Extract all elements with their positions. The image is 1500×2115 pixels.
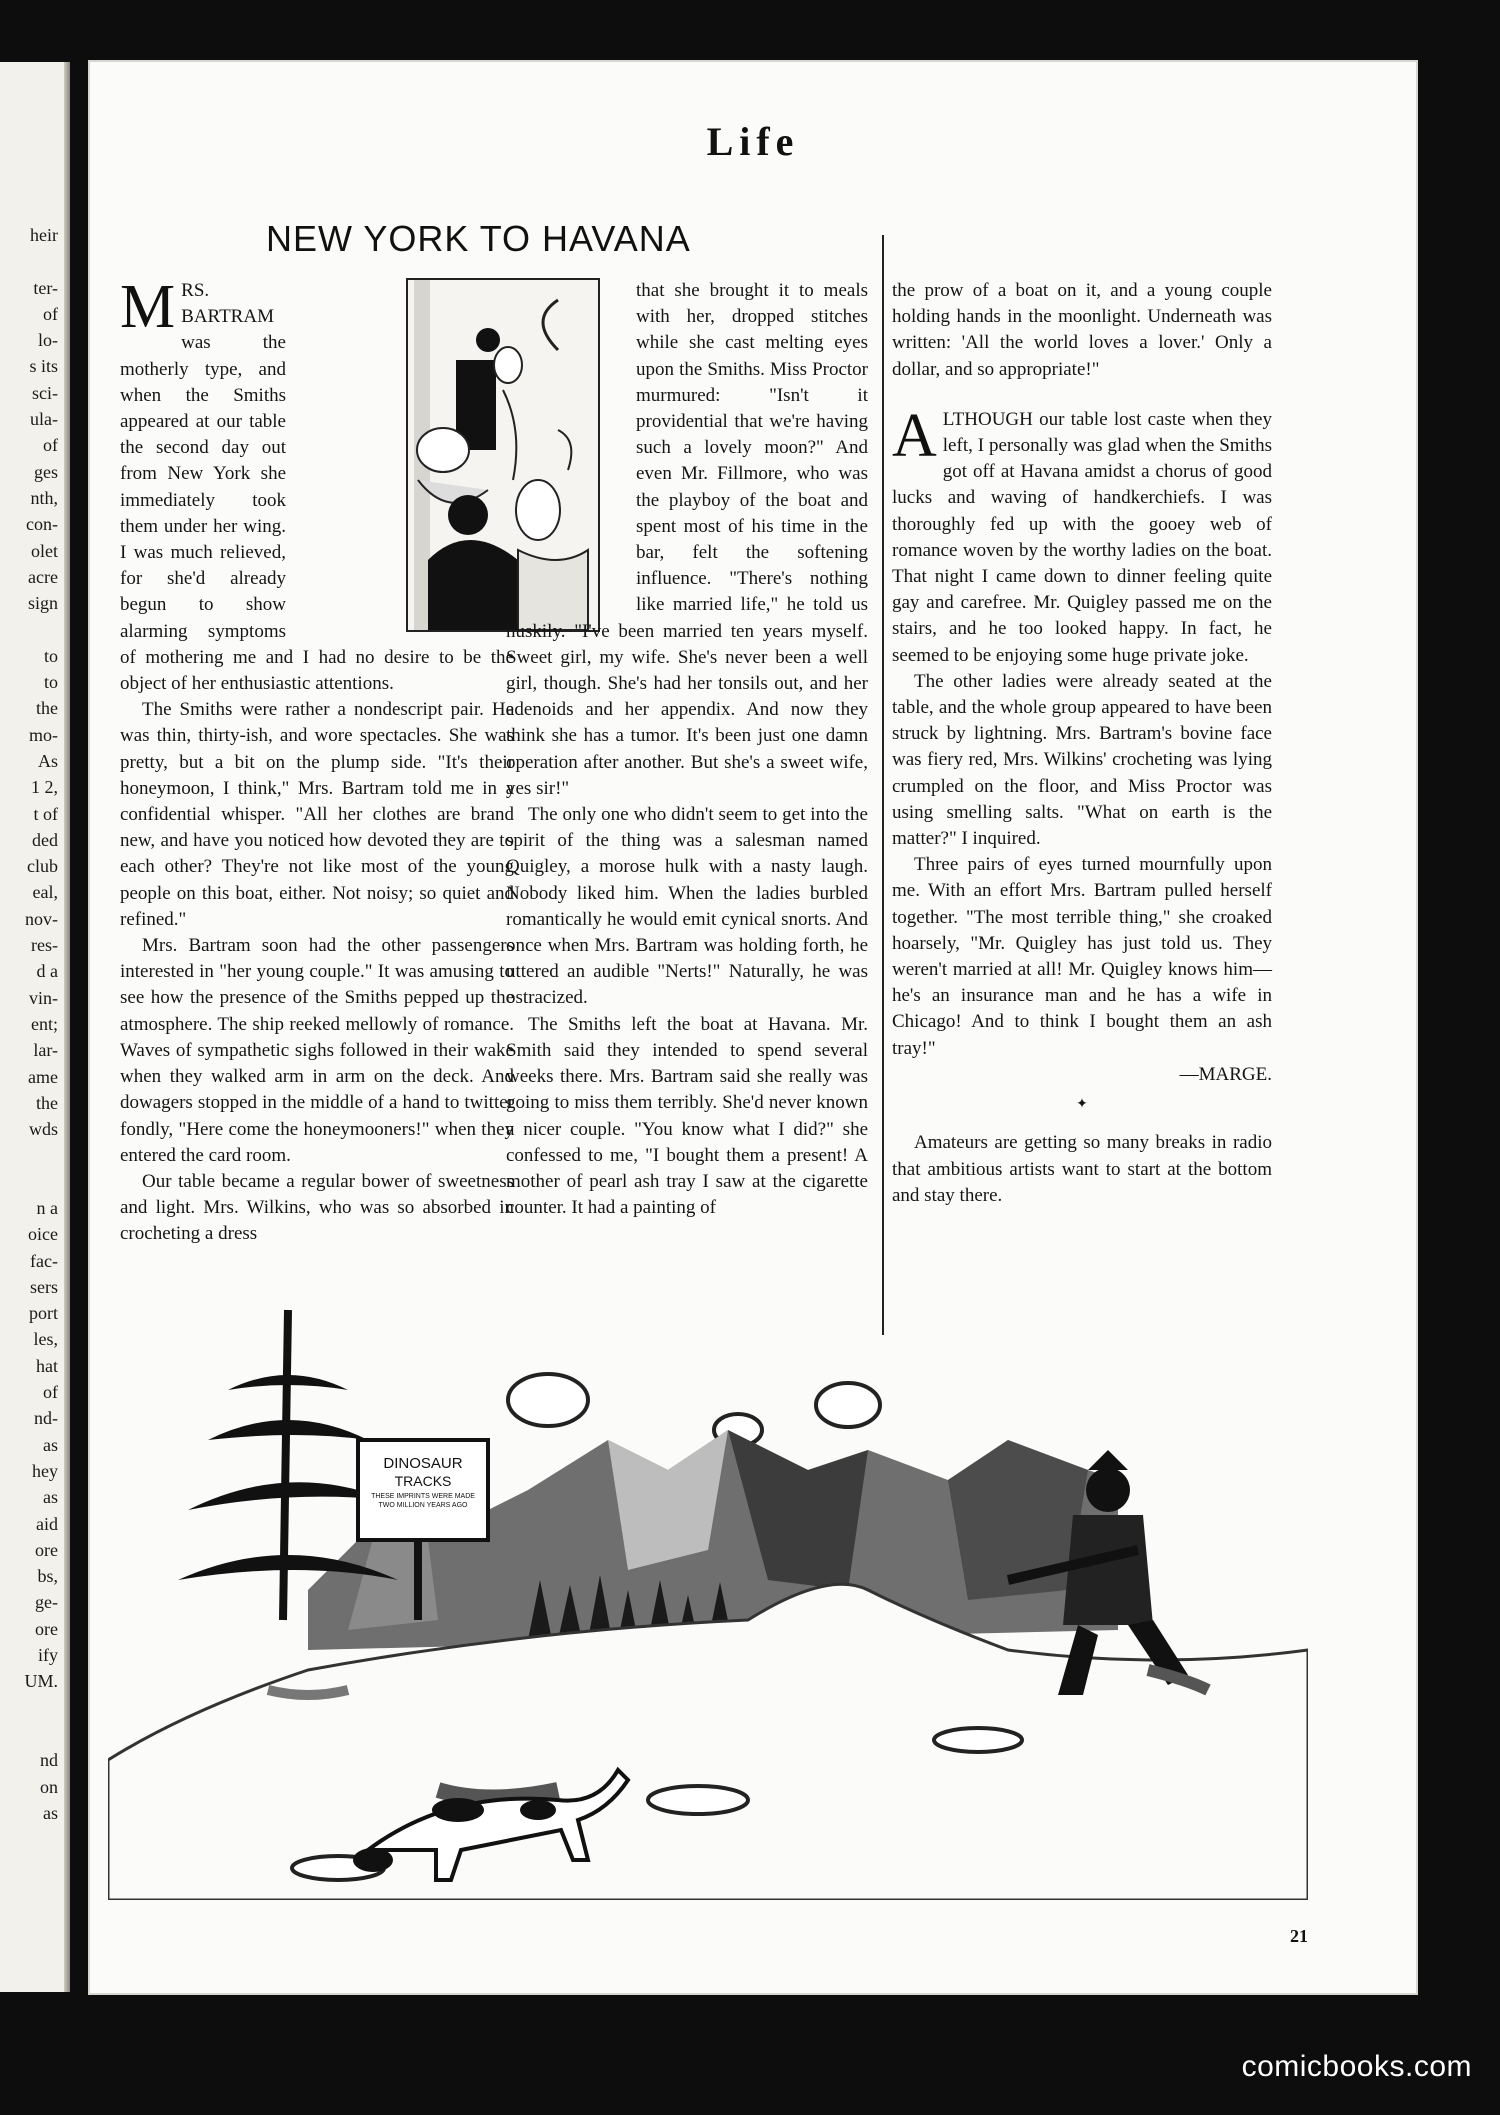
dinosaur-tracks-cartoon xyxy=(108,1290,1308,1900)
drop-cap: M xyxy=(120,273,176,341)
site-watermark: comicbooks.com xyxy=(1241,2050,1472,2083)
column-rule xyxy=(882,235,884,1335)
article-column-2 xyxy=(506,278,868,1221)
page-gutter-shadow xyxy=(64,62,70,1992)
magazine-page xyxy=(88,60,1418,1995)
paragraph xyxy=(892,401,1272,669)
illustration-space xyxy=(506,278,628,614)
sign-line-2: TRACKS xyxy=(394,1473,452,1489)
paragraph: The Smiths left the boat at Havana. Mr. Smith said they intended to spend several weeks there. Mrs. Bartram said she really was going to miss them terribly. She'd never known a nicer couple. "You know what I did?" she confessed to me, "I bought them a present! A mother of pearl ash tray I saw at the cigarette counter. It had a painting of xyxy=(506,1013,868,1219)
separator-icon: ✦ xyxy=(1076,1097,1088,1113)
masthead: Life xyxy=(706,119,800,164)
paragraph: The other ladies were already seated at the table, and the whole group appeared to have been struck by lightning. Mrs. Bartram's bovine face was fiery red, Mrs. Wilkins' crocheting was lying crumpled on the floor, and Miss Proctor was using smelling salts. "What on earth is the matter?" I inquired. xyxy=(892,670,1272,850)
cartoon-drawing xyxy=(108,1290,1308,1900)
facing-page-text: heir ter- of lo- s its sci- ula- of ges nth, con- olet acre sign to to the mo- As 1 2, t of ded club eal, nov- res- d a vin- ent; lar- ame the wds n a oice fac- sers port les, hat of nd- as hey as aid ore bs, ge- ore ify UM. nd on as xyxy=(24,225,58,1823)
drop-cap: A xyxy=(892,401,937,470)
facing-page-edge xyxy=(0,62,70,1992)
sign-line-1: DINOSAUR xyxy=(383,1455,463,1472)
paragraph: The Smiths were rather a nondescript pair. He was thin, thirty-ish, and wore spectacles. She was pretty, but a bit on the plump side. "It's their honeymoon, I think," Mrs. Bartram told me in a confidential whisper. "All her clothes are brand new, and have you noticed how devoted they are to each other? They're not like most of the young people on this boat, either. Not noisy; so quiet and refined." xyxy=(120,699,514,930)
sign-small-text: THESE IMPRINTS WERE MADE TWO MILLION YEARS AGO xyxy=(371,1493,475,1509)
filler-joke: Amateurs are getting so many breaks in radio that ambitious artists want to start at the bottom and stay there. xyxy=(892,1132,1272,1206)
paragraph: Three pairs of eyes turned mournfully upon me. With an effort Mrs. Bartram pulled herself together. "The most terrible thing," she croaked hoarsely, "Mr. Quigley has just told us. They weren't married at all! Mr. Quigley knows him—he's an insurance man and he has a wife in Chicago! And to think I bought them an ash tray!" xyxy=(892,854,1272,1059)
page-number: 21 xyxy=(1290,1926,1308,1946)
illustration-space xyxy=(298,278,514,630)
paragraph: the prow of a boat on it, and a young couple holding hands in the moonlight. Underneath was written: 'All the world loves a lover.' Only a dollar, and so appropriate!" xyxy=(892,280,1272,380)
paragraph: Mrs. Bartram soon had the other passengers interested in "her young couple." It was amusing to see how the presence of the Smiths pepped up the atmosphere. The ship reeked mellowly of romance. Waves of sympathetic sighs followed in their wake when they walked arm in arm on the deck. And dowagers stopped in the middle of a hand to twitter fondly, "Here come the honeymooners!" when they entered the card room. xyxy=(120,935,514,1166)
author-signature: —MARGE. xyxy=(1179,1063,1272,1085)
paragraph: Our table became a regular bower of sweetness and light. Mrs. Wilkins, who was so absorbed in crocheting a dress xyxy=(120,1170,514,1245)
article-column-1 xyxy=(120,273,514,1248)
paragraph: The only one who didn't seem to get into the spirit of the thing was a salesman named Quigley, a morose hulk with a nasty laugh. Nobody liked him. When the ladies burbled romantically he would emit cynical snorts. And once when Mrs. Bartram was holding forth, he uttered an audible "Nerts!" Naturally, he was ostracized. xyxy=(506,804,868,1009)
article-title: NEW YORK TO HAVANA xyxy=(266,218,691,259)
paragraph: that she brought it to meals with her, dropped stitches while she cast melting eyes upon the Smiths. Miss Proctor murmured: "Isn't it providential that we're having such a lovely moon?" And even Mr. Fillmore, who was the playboy of the boat and spent most of his time in the bar, felt the softening influence. "There's nothing like married life," he told us huskily. "I've been married ten years myself. Sweet girl, my wife. She's never been a well girl, though. She's had her tonsils out, and her adenoids and her appendix. And now they think she has a tumor. It's been just one damn operation after another. But she's a sweet wife, yes sir!" xyxy=(506,280,868,799)
paragraph-text: LTHOUGH our table lost caste when they left, I personally was glad when the Smiths got off at Havana amidst a chorus of good lucks and waving of handkerchiefs. I was thoroughly fed up with the gooey web of romance woven by the worthy ladies on the boat. That night I came down to dinner feeling quite gay and carefree. Mr. Quigley passed me on the stairs, and he too looked happy. In fact, he seemed to be enjoying some huge private joke. xyxy=(892,408,1272,666)
paragraph-text: RS. BARTRAM was the motherly type, and when the Smiths appeared at our table the second day out from New York she immediately took them under her wing. I was much relieved, for she'd already begun to show alarming symptoms of mothering me and I had no desire to be the object of her enthusiastic attentions. xyxy=(120,280,514,695)
article-column-3 xyxy=(892,278,1272,1209)
